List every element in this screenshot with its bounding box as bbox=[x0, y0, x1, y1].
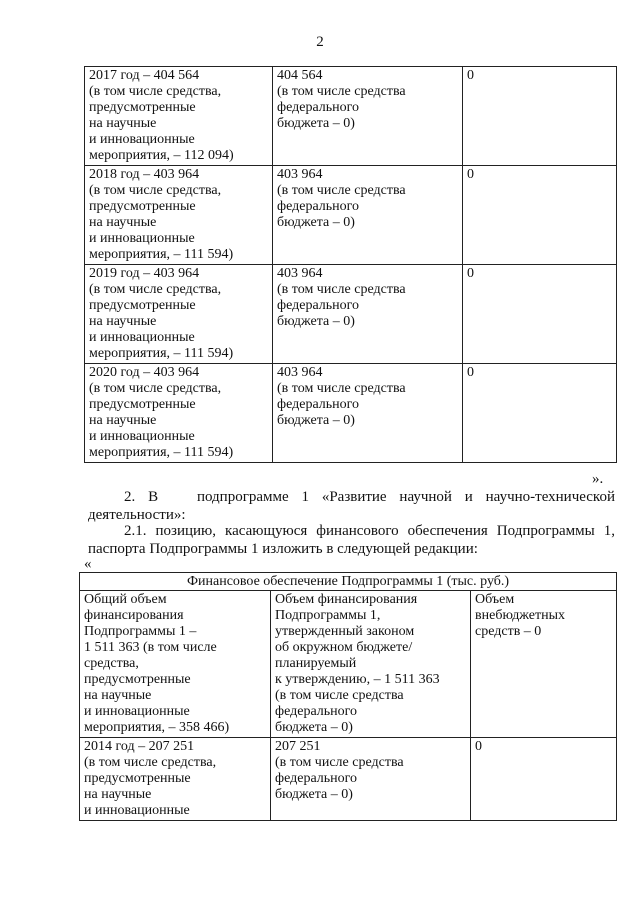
cell-total-by-year bbox=[85, 265, 273, 364]
subprogram-financing-table bbox=[79, 572, 617, 821]
cell-line: об окружном бюджете/ bbox=[275, 640, 413, 655]
cell-line: предусмотренные bbox=[84, 771, 191, 786]
cell-line: предусмотренные bbox=[89, 199, 196, 214]
header-budget-volume bbox=[271, 591, 471, 738]
cell-line: федерального bbox=[275, 771, 358, 786]
cell-line: на научные bbox=[84, 787, 152, 802]
cell-line: на научные bbox=[89, 215, 157, 230]
cell-budget-by-year bbox=[273, 364, 463, 463]
paragraph-position-2-1: 2.1. позицию, касающуюся финансового обеспечения Подпрограммы 1, паспорта Подпрограммы 1 изложить в следующей редакции: bbox=[88, 523, 615, 557]
cell-line: к утверждению, – 1 511 363 bbox=[275, 672, 440, 687]
cell-extrabudgetary-by-year: 0 bbox=[471, 738, 617, 821]
cell-line: (в том числе средства, bbox=[89, 282, 222, 297]
cell-line: федерального bbox=[277, 298, 360, 313]
cell-total-by-year bbox=[85, 67, 273, 166]
cell-line: финансирования bbox=[84, 608, 184, 623]
cell-line: предусмотренные bbox=[89, 100, 196, 115]
cell-line: и инновационные bbox=[84, 803, 190, 818]
cell-line: и инновационные bbox=[89, 330, 195, 345]
cell-line: планируемый bbox=[275, 656, 357, 671]
cell-line: и инновационные bbox=[89, 132, 195, 147]
paragraph-text: подпрограмме 1 «Развитие научной и научно-технической деятельности»: bbox=[88, 489, 615, 523]
table-title: Финансовое обеспечение Подпрограммы 1 (тыс. руб.) bbox=[80, 573, 617, 591]
cell-total-by-year bbox=[80, 738, 271, 821]
cell-line: бюджета – 0) bbox=[277, 314, 355, 329]
cell-line: Объем финансирования bbox=[275, 592, 418, 607]
cell-line: (в том числе средства, bbox=[89, 183, 222, 198]
cell-line: 403 964 bbox=[277, 167, 323, 182]
cell-line: предусмотренные bbox=[89, 397, 196, 412]
cell-line: 2014 год – 207 251 bbox=[84, 739, 195, 754]
cell-line: бюджета – 0) bbox=[275, 787, 353, 802]
cell-budget-by-year bbox=[273, 67, 463, 166]
cell-line: (в том числе средства bbox=[277, 282, 406, 297]
cell-line: бюджета – 0) bbox=[277, 116, 355, 131]
funding-table-continued bbox=[84, 66, 617, 463]
cell-line: Подпрограммы 1 – bbox=[84, 624, 197, 639]
table-row bbox=[85, 265, 617, 364]
cell-line: 403 964 bbox=[277, 266, 323, 281]
cell-extrabudgetary-by-year: 0 bbox=[463, 265, 617, 364]
cell-line: мероприятия, – 111 594) bbox=[89, 346, 234, 361]
cell-line: (в том числе средства bbox=[277, 183, 406, 198]
cell-extrabudgetary-by-year: 0 bbox=[463, 364, 617, 463]
cell-line: (в том числе средства, bbox=[89, 381, 222, 396]
cell-line: федерального bbox=[277, 397, 360, 412]
cell-line: 2018 год – 403 964 bbox=[89, 167, 200, 182]
cell-line: мероприятия, – 111 594) bbox=[89, 445, 234, 460]
cell-line: федерального bbox=[275, 704, 358, 719]
paragraph-number: 2. В bbox=[124, 489, 159, 505]
cell-line: на научные bbox=[84, 688, 152, 703]
cell-line: Общий объем bbox=[84, 592, 167, 607]
cell-line: (в том числе средства bbox=[275, 755, 404, 770]
cell-line: средств – 0 bbox=[475, 624, 542, 639]
cell-line: предусмотренные bbox=[89, 298, 196, 313]
cell-budget-by-year bbox=[273, 166, 463, 265]
cell-budget-by-year bbox=[271, 738, 471, 821]
cell-line: 1 511 363 (в том числе bbox=[84, 640, 217, 655]
cell-line: на научные bbox=[89, 314, 157, 329]
header-extrabudgetary bbox=[471, 591, 617, 738]
closing-quote: ». bbox=[592, 471, 604, 487]
cell-line: бюджета – 0) bbox=[275, 720, 353, 735]
cell-extrabudgetary-by-year: 0 bbox=[463, 67, 617, 166]
cell-line: мероприятия, – 112 094) bbox=[89, 148, 234, 163]
cell-line: 207 251 bbox=[275, 739, 321, 754]
cell-total-by-year bbox=[85, 364, 273, 463]
cell-line: (в том числе средства bbox=[275, 688, 404, 703]
paragraph-subprogram-1 bbox=[88, 488, 615, 524]
cell-line: (в том числе средства bbox=[277, 84, 406, 99]
cell-line: мероприятия, – 358 466) bbox=[84, 720, 230, 735]
cell-line: 2020 год – 403 964 bbox=[89, 365, 200, 380]
cell-line: бюджета – 0) bbox=[277, 413, 355, 428]
header-total-volume bbox=[80, 591, 271, 738]
cell-line: Объем bbox=[475, 592, 515, 607]
cell-extrabudgetary-by-year: 0 bbox=[463, 166, 617, 265]
cell-line: и инновационные bbox=[84, 704, 190, 719]
cell-line: внебюджетных bbox=[475, 608, 566, 623]
cell-line: бюджета – 0) bbox=[277, 215, 355, 230]
cell-line: средства, bbox=[84, 656, 139, 671]
table-row bbox=[85, 166, 617, 265]
table-row bbox=[80, 738, 617, 821]
cell-line: мероприятия, – 111 594) bbox=[89, 247, 234, 262]
cell-total-by-year bbox=[85, 166, 273, 265]
cell-line: (в том числе средства bbox=[277, 381, 406, 396]
cell-line: и инновационные bbox=[89, 429, 195, 444]
cell-budget-by-year bbox=[273, 265, 463, 364]
cell-line: на научные bbox=[89, 116, 157, 131]
cell-line: утвержденный законом bbox=[275, 624, 415, 639]
opening-quote: « bbox=[84, 556, 92, 572]
cell-line: Подпрограммы 1, bbox=[275, 608, 381, 623]
cell-line: (в том числе средства, bbox=[89, 84, 222, 99]
table-row bbox=[85, 364, 617, 463]
cell-line: и инновационные bbox=[89, 231, 195, 246]
cell-line: (в том числе средства, bbox=[84, 755, 217, 770]
cell-line: 2019 год – 403 964 bbox=[89, 266, 200, 281]
cell-line: 404 564 bbox=[277, 68, 323, 83]
cell-line: на научные bbox=[89, 413, 157, 428]
cell-line: предусмотренные bbox=[84, 672, 191, 687]
cell-line: федерального bbox=[277, 199, 360, 214]
table-row bbox=[85, 67, 617, 166]
cell-line: федерального bbox=[277, 100, 360, 115]
cell-line: 403 964 bbox=[277, 365, 323, 380]
cell-line: 2017 год – 404 564 bbox=[89, 68, 200, 83]
table-header-row bbox=[80, 591, 617, 738]
page-number: 2 bbox=[316, 34, 324, 50]
